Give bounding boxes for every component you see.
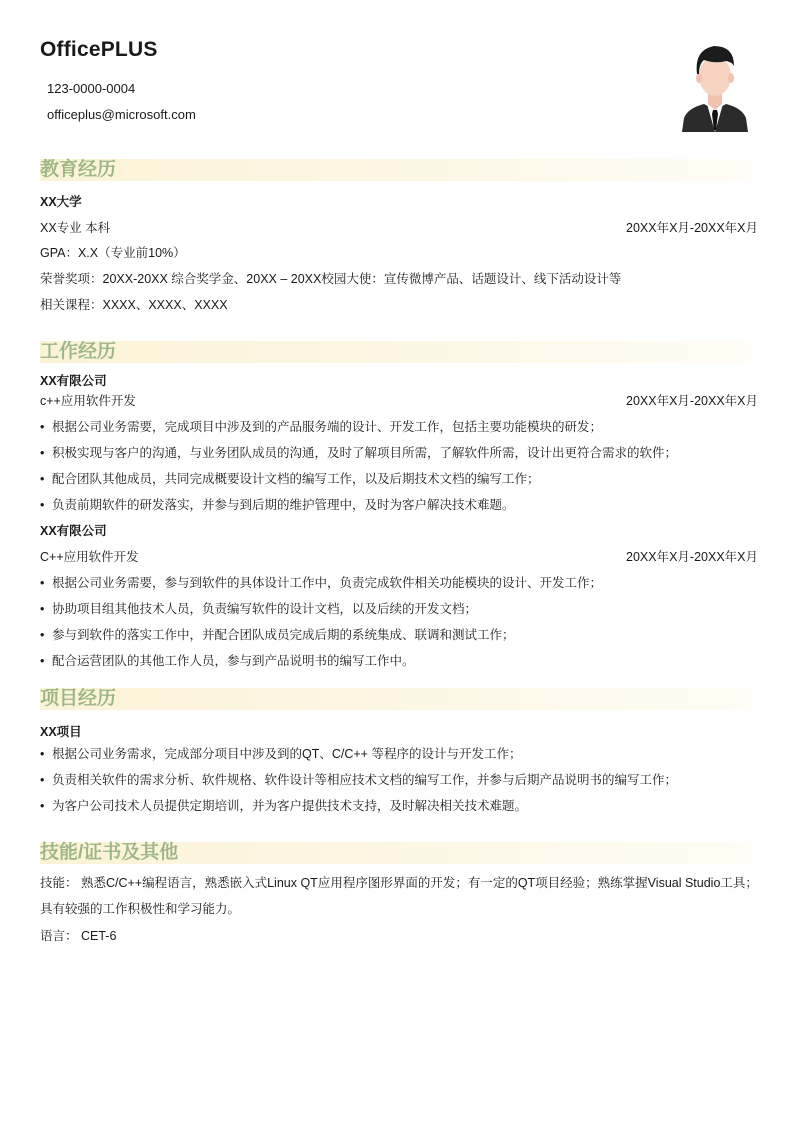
phone-number: 123-0000-0004 — [47, 81, 136, 96]
job-role: c++应用软件开发 — [40, 394, 136, 408]
skills-text: 技能： 熟悉C/C++编程语言，熟悉嵌入式Linux QT应用程序图形界面的开发；有一定的QT项目经验；熟练掌握Visual Studio工具；具有较强的工作积极性和学习能力。 — [40, 876, 758, 916]
section-band — [40, 159, 749, 181]
section-band — [40, 341, 749, 363]
school-name: XX大学 — [40, 195, 82, 209]
language-text: 语言： CET-6 — [40, 929, 117, 943]
education-courses: 相关课程：XXXX、XXXX、XXXX — [40, 298, 228, 312]
list-item: • 负责前期软件的研发落实，并参与到后期的维护管理中，及时为客户解决技术难题。 — [40, 497, 760, 513]
list-item: • 配合运营团队的其他工作人员，参与到产品说明书的编写工作中。 — [40, 653, 760, 669]
education-major: XX专业 本科 — [40, 221, 111, 235]
resume-name: OfficePLUS — [40, 38, 158, 61]
section-title: 项目经历 — [40, 688, 117, 709]
section-projects — [40, 686, 749, 712]
section-title: 工作经历 — [40, 341, 117, 362]
list-item: • 配合团队其他成员，共同完成概要设计文档的编写工作，以及后期技术文档的编写工作； — [40, 471, 760, 487]
section-work — [40, 339, 749, 365]
company-name: XX有限公司 — [40, 524, 107, 538]
list-item: • 根据公司业务需要，参与到软件的具体设计工作中，负责完成软件相关功能模块的设计、开发工作； — [40, 575, 760, 591]
section-education — [40, 157, 749, 183]
job-period: 20XX年X月-20XX年X月 — [626, 394, 758, 408]
list-item: • 参与到软件的落实工作中，并配合团队成员完成后期的系统集成、联调和测试工作； — [40, 627, 760, 643]
person-avatar-icon — [680, 40, 750, 132]
list-item: • 负责相关软件的需求分析、软件规格、软件设计等相应技术文档的编写工作，并参与后期产品说明书的编写工作； — [40, 772, 760, 788]
list-item: • 为客户公司技术人员提供定期培训，并为客户提供技术支持，及时解决相关技术难题。 — [40, 798, 760, 814]
list-item: • 根据公司业务需要，完成项目中涉及到的产品服务端的设计、开发工作，包括主要功能模块的研发； — [40, 419, 760, 435]
job-role: C++应用软件开发 — [40, 550, 139, 564]
section-skills — [40, 840, 749, 866]
list-item: • 协助项目组其他技术人员，负责编写软件的设计文档，以及后续的开发文档； — [40, 601, 760, 617]
education-period: 20XX年X月-20XX年X月 — [626, 221, 758, 235]
section-title: 技能/证书及其他 — [40, 842, 179, 863]
section-band — [40, 688, 749, 710]
company-name: XX有限公司 — [40, 374, 107, 388]
project-name: XX项目 — [40, 725, 82, 739]
section-title: 教育经历 — [40, 159, 117, 180]
email-address: officeplus@microsoft.com — [47, 107, 196, 122]
list-item: • 积极实现与客户的沟通，与业务团队成员的沟通，及时了解项目所需，了解软件所需，设计出更符合需求的软件； — [40, 445, 760, 461]
education-honors: 荣誉奖项：20XX-20XX 综合奖学金、20XX – 20XX校园大使：宣传微博产品、话题设计、线下活动设计等 — [40, 272, 622, 286]
list-item: • 根据公司业务需求，完成部分项目中涉及到的QT、C/C++ 等程序的设计与开发工作； — [40, 746, 760, 762]
education-gpa: GPA：X.X（专业前10%） — [40, 246, 186, 260]
job-period: 20XX年X月-20XX年X月 — [626, 550, 758, 564]
